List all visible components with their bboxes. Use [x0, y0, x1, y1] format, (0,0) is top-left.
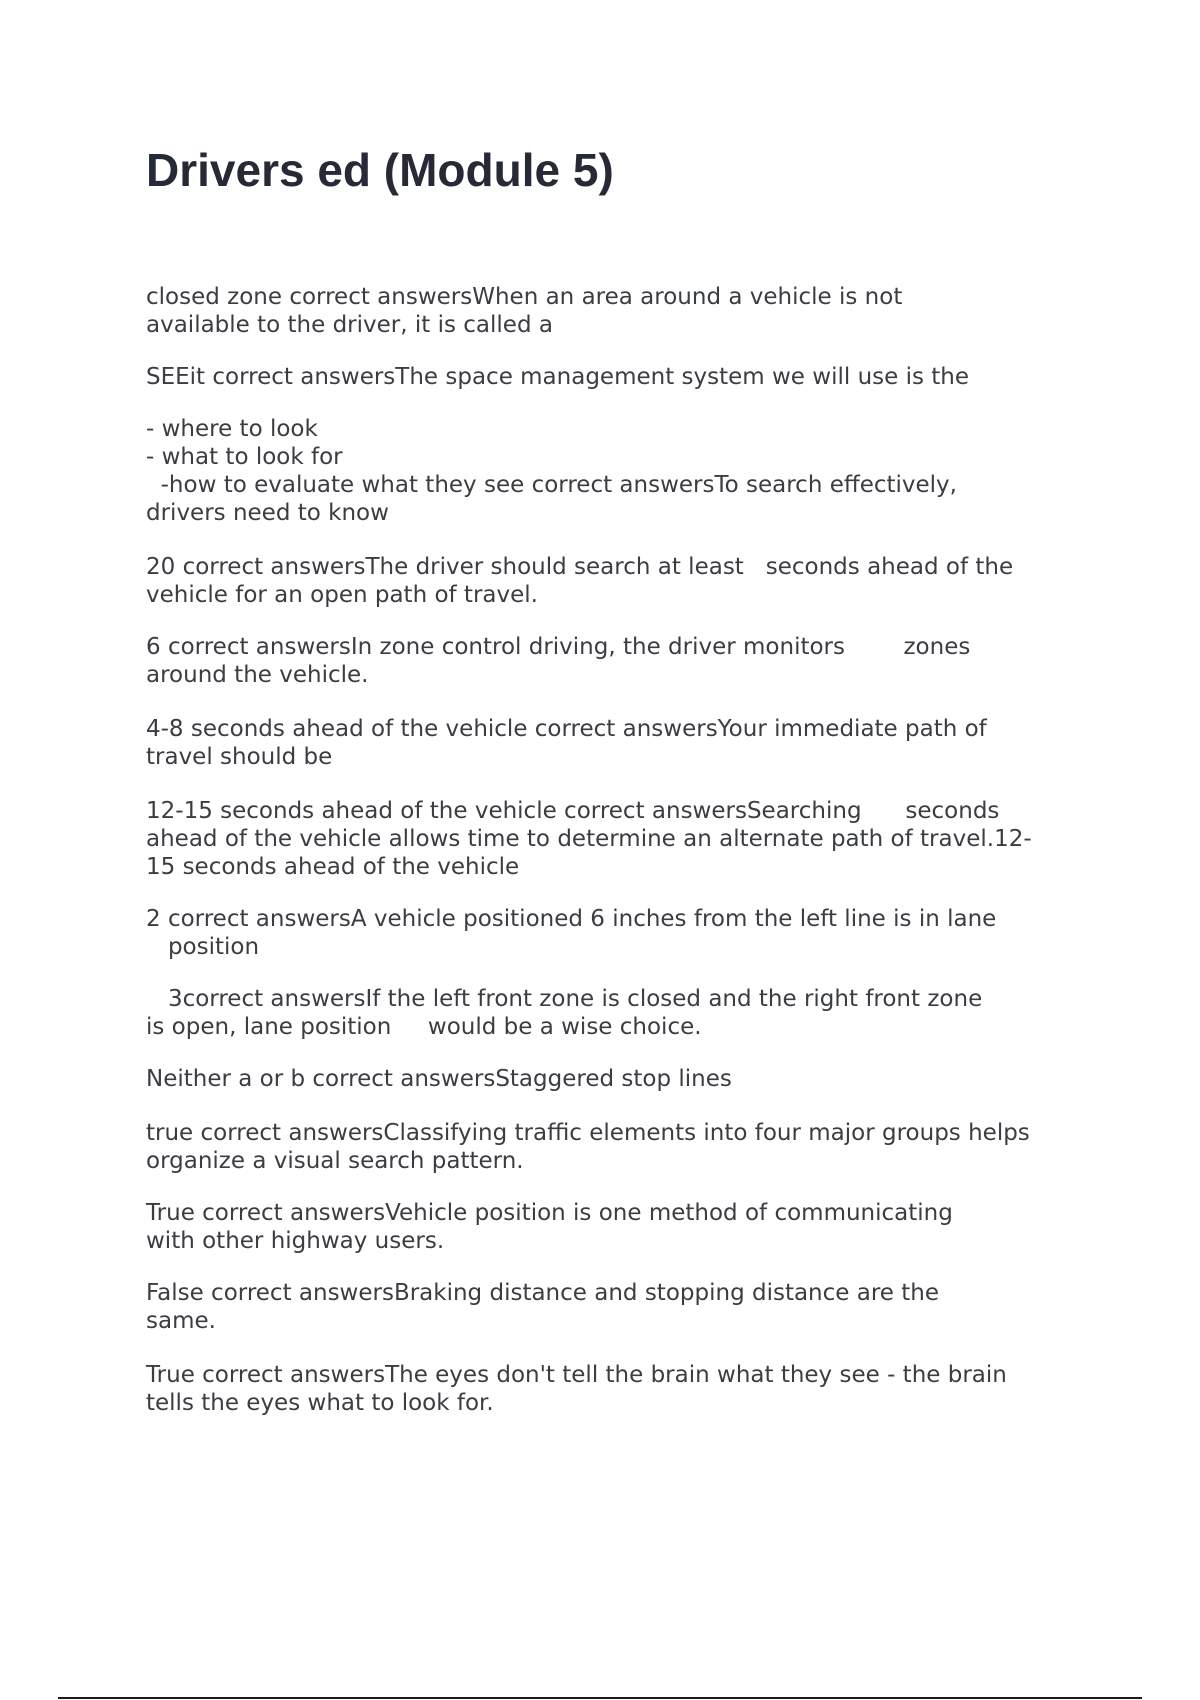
flashcard-entry: True correct answersThe eyes don't tell the brain what they see - the brain tells the eyes what to look for. [146, 1362, 1007, 1416]
flashcard-entry: closed zone correct answersWhen an area around a vehicle is not available to the driver, it is called a [146, 284, 903, 338]
page-title: Drivers ed (Module 5) [146, 144, 614, 196]
flashcard-entry: 3correct answersIf the left front zone is closed and the right front zone is open, lane position would be a wise choice. [146, 986, 983, 1040]
flashcard-entry: True correct answersVehicle position is one method of communicating with other highway users. [146, 1200, 953, 1254]
page-bottom-rule [58, 1697, 1142, 1699]
flashcard-entry: Neither a or b correct answersStaggered stop lines [146, 1066, 732, 1092]
flashcard-entry: 4-8 seconds ahead of the vehicle correct answersYour immediate path of travel should be [146, 716, 987, 770]
flashcard-entry: 20 correct answersThe driver should search at least seconds ahead of the vehicle for an open path of travel. [146, 554, 1014, 608]
flashcard-entry: true correct answersClassifying traffic elements into four major groups helps organize a visual search pattern. [146, 1120, 1030, 1174]
flashcard-entry: 2 correct answersA vehicle positioned 6 inches from the left line is in lane position [146, 906, 997, 960]
flashcard-list [146, 283, 1086, 1417]
flashcard-entry: - where to look - what to look for -how to evaluate what they see correct answersTo search effectively, drivers need to know [146, 416, 957, 526]
flashcard-entry: SEEit correct answersThe space management system we will use is the [146, 364, 970, 390]
flashcard-entry: 12-15 seconds ahead of the vehicle correct answersSearching seconds ahead of the vehicle allows time to determine an alternate path of travel.12- 15 seconds ahead of the vehicle [146, 798, 1032, 880]
flashcard-entry: False correct answersBraking distance and stopping distance are the same. [146, 1280, 939, 1334]
flashcard-entry: 6 correct answersIn zone control driving, the driver monitors zones around the vehicle. [146, 634, 971, 688]
